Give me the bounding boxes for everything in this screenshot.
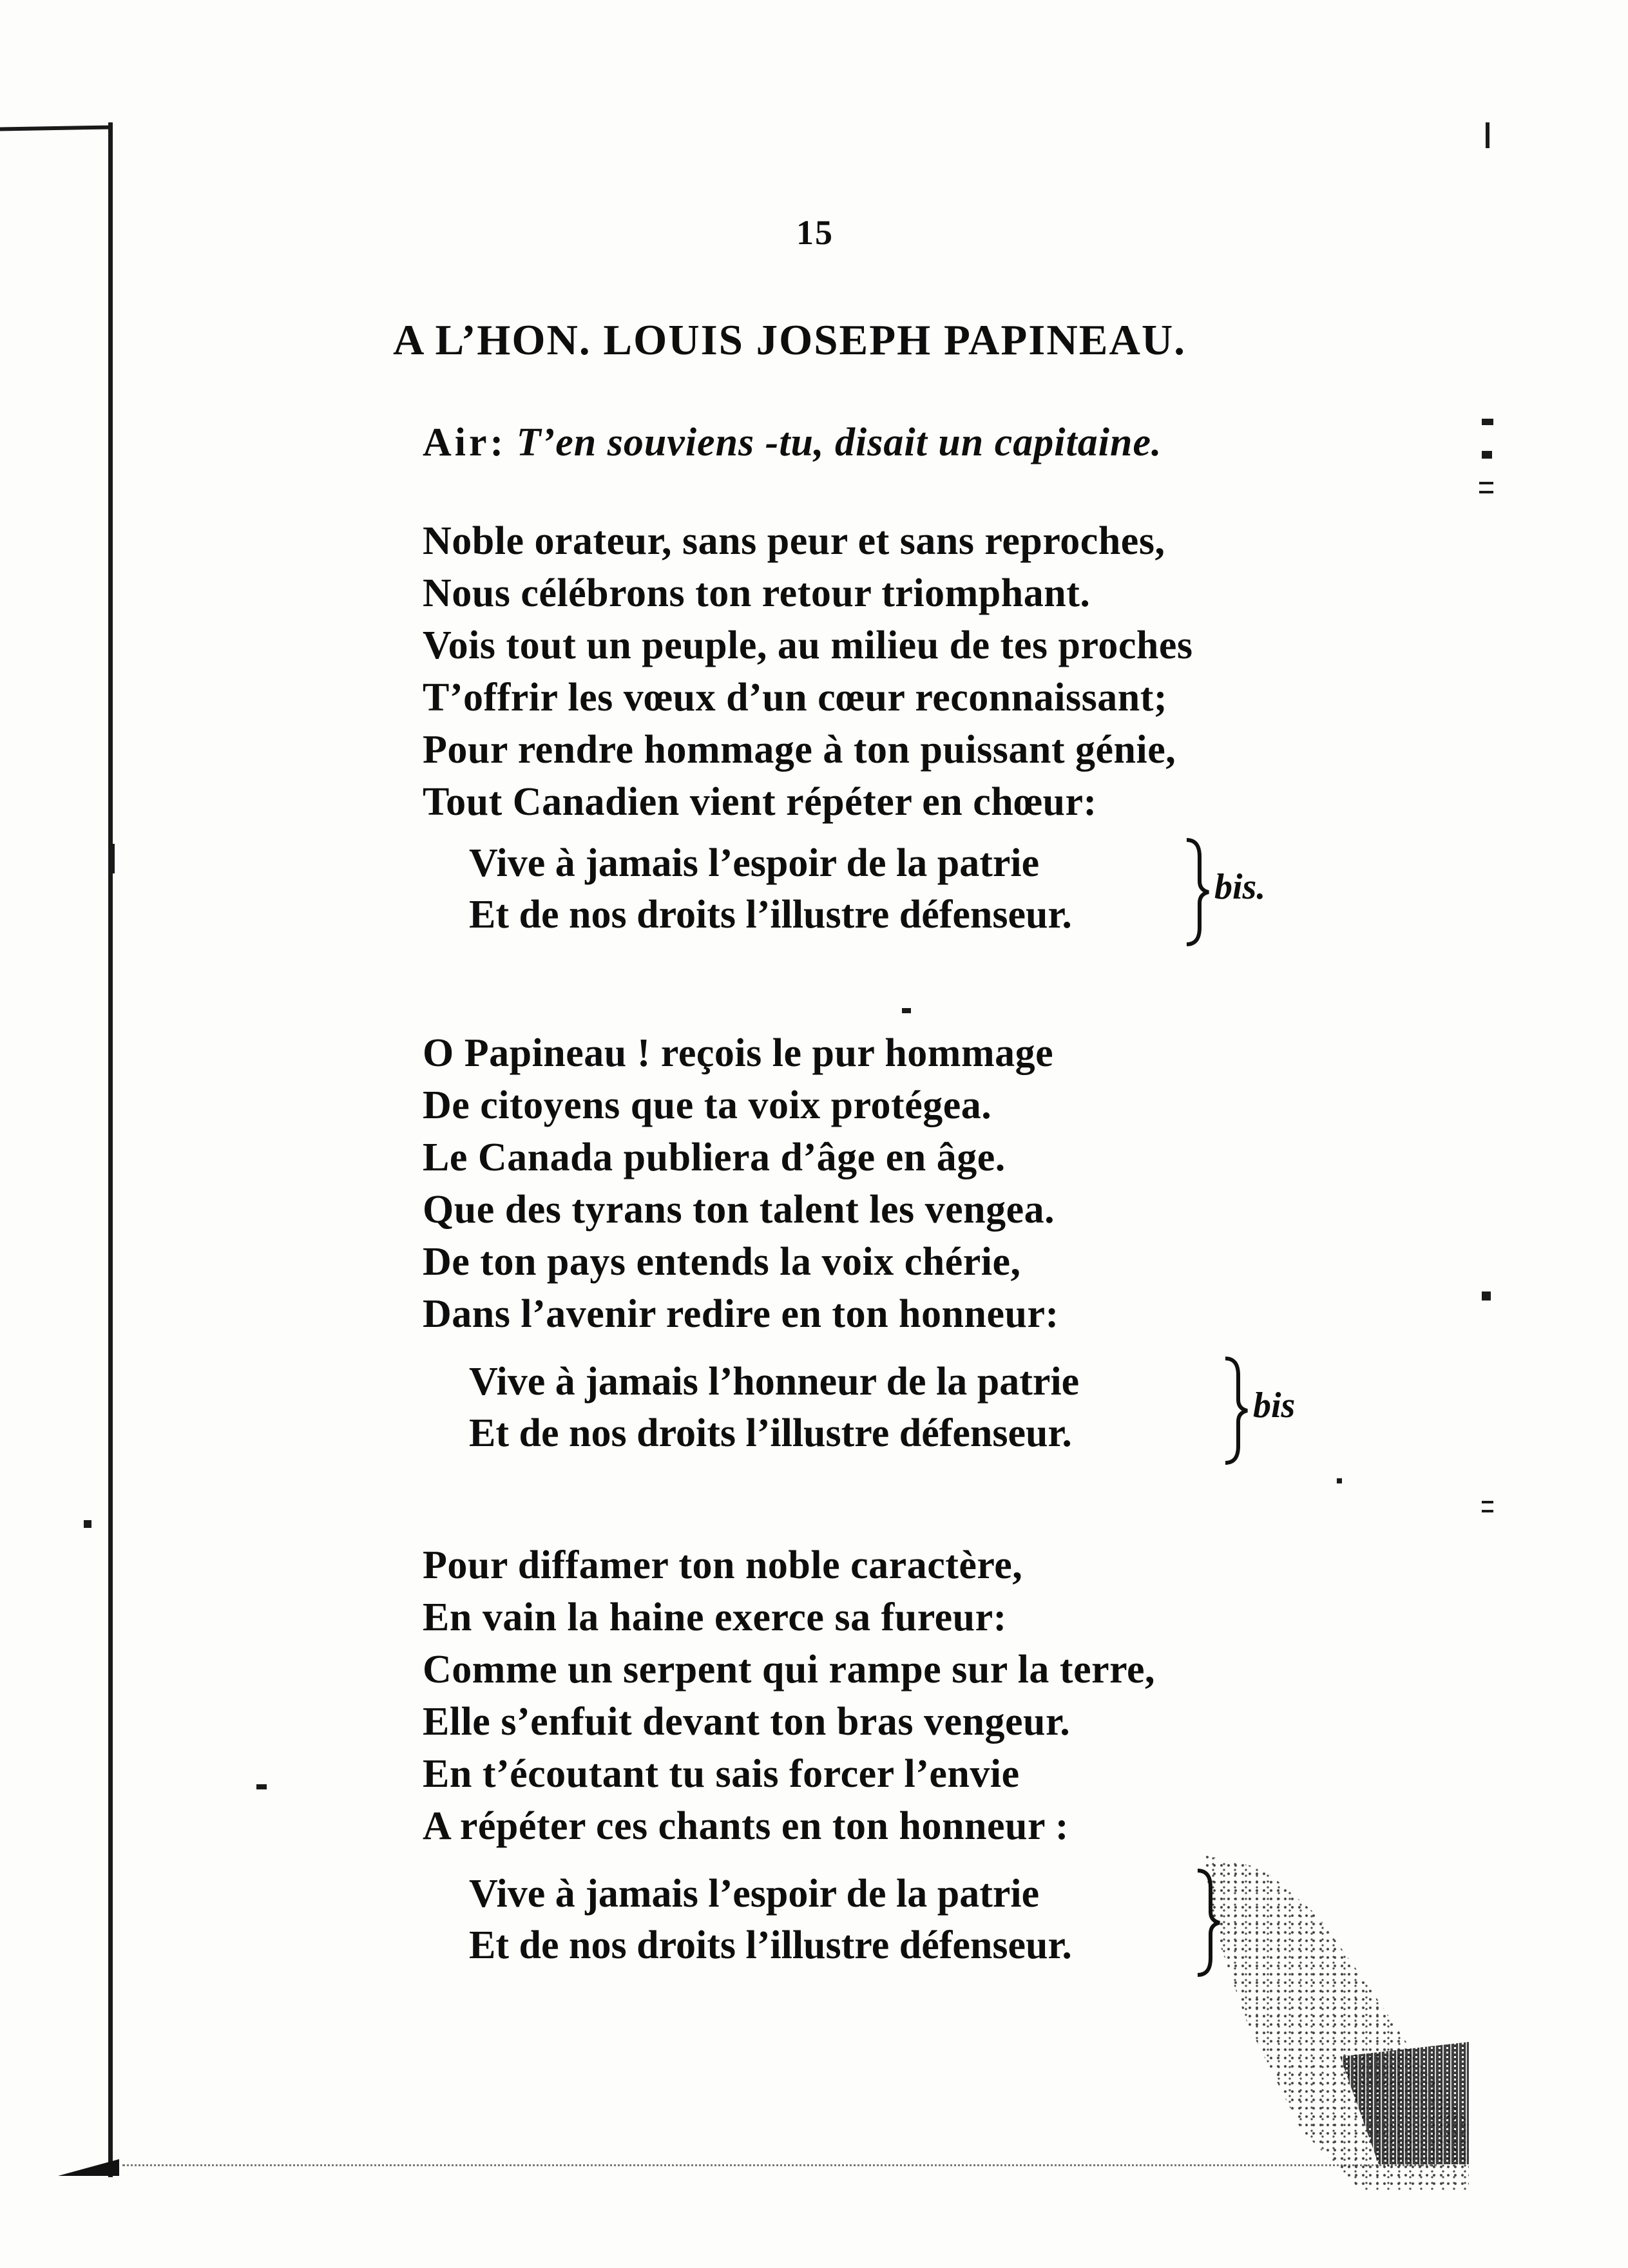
repeat-mark: bis. xyxy=(1214,867,1266,907)
refrain-line: Et de nos droits l’illustre défenseur. xyxy=(469,893,1072,937)
binding-edge-top-mark xyxy=(0,125,113,131)
verse-line: Nous célébrons ton retour triomphant. xyxy=(423,571,1091,615)
verse-line: O Papineau ! reçois le pur hommage xyxy=(423,1031,1054,1075)
verse-line: En t’écoutant tu sais forcer l’envie xyxy=(423,1752,1020,1796)
refrain-brace xyxy=(1184,837,1210,947)
scan-speck xyxy=(1486,122,1489,148)
page-number: 15 xyxy=(796,213,834,252)
verse-line: Pour rendre hommage à ton puissant génie, xyxy=(423,728,1176,772)
scan-speck xyxy=(1482,1291,1491,1301)
scan-speck xyxy=(1337,1478,1342,1483)
verse-line: Tout Canadien vient répéter en chœur: xyxy=(423,780,1097,824)
verse-line: Le Canada publiera d’âge en âge. xyxy=(423,1136,1006,1179)
verse-line: Noble orateur, sans peur et sans reproches, xyxy=(423,519,1165,563)
stanza-2 xyxy=(423,1027,1059,1340)
scan-speck xyxy=(111,844,115,873)
scan-speck xyxy=(1482,1501,1493,1503)
tune-indication xyxy=(423,420,1162,466)
verse-line: Comme un serpent qui rampe sur la terre, xyxy=(423,1648,1156,1691)
scan-speck xyxy=(1479,482,1493,484)
refrain-line: Vive à jamais l’espoir de la patrie xyxy=(469,841,1040,885)
scan-speck xyxy=(902,1008,911,1013)
verse-line: T’offrir les vœux d’un cœur reconnaissant; xyxy=(423,676,1167,719)
verse-line: En vain la haine exerce sa fureur: xyxy=(423,1596,1007,1639)
verse-line: De ton pays entends la voix chérie, xyxy=(423,1240,1021,1284)
refrain-1 xyxy=(469,837,1072,940)
poem-title: A L’HON. LOUIS JOSEPH PAPINEAU. xyxy=(393,316,1186,364)
refrain-line: Vive à jamais l’honneur de la patrie xyxy=(469,1360,1080,1404)
scan-speck xyxy=(1482,1510,1493,1512)
scan-speck xyxy=(1482,419,1493,425)
binding-edge-line xyxy=(108,122,113,2177)
tune-name: T’en souviens -tu, disait un capitaine. xyxy=(516,421,1162,464)
refrain-brace xyxy=(1195,1868,1221,1977)
refrain-2 xyxy=(469,1356,1079,1459)
refrain-line: Et de nos droits l’illustre défenseur. xyxy=(469,1923,1072,1967)
scan-speck xyxy=(1479,491,1493,493)
verse-line: Elle s’enfuit devant ton bras vengeur. xyxy=(423,1700,1071,1744)
verse-line: Vois tout un peuple, au milieu de tes proches xyxy=(423,624,1193,667)
page-bottom-edge xyxy=(122,2164,1437,2169)
stanza-1 xyxy=(423,515,1193,828)
refrain-brace xyxy=(1223,1356,1249,1465)
verse-line: De citoyens que ta voix protégea. xyxy=(423,1083,992,1127)
tune-label: Air: xyxy=(423,421,507,464)
verse-line: Dans l’avenir redire en ton honneur: xyxy=(423,1292,1059,1336)
scan-speck xyxy=(84,1520,91,1528)
refrain-line: Vive à jamais l’espoir de la patrie xyxy=(469,1872,1040,1916)
refrain-3 xyxy=(469,1868,1072,1971)
verse-line: A répéter ces chants en ton honneur : xyxy=(423,1804,1069,1848)
scan-speck xyxy=(256,1784,267,1789)
verse-line: Que des tyrans ton talent les vengea. xyxy=(423,1188,1055,1232)
repeat-mark: bis xyxy=(1253,1386,1296,1425)
scan-speck xyxy=(1482,451,1492,459)
verse-line: Pour diffamer ton noble caractère, xyxy=(423,1543,1023,1587)
stanza-3 xyxy=(423,1539,1155,1853)
refrain-line: Et de nos droits l’illustre défenseur. xyxy=(469,1411,1072,1455)
